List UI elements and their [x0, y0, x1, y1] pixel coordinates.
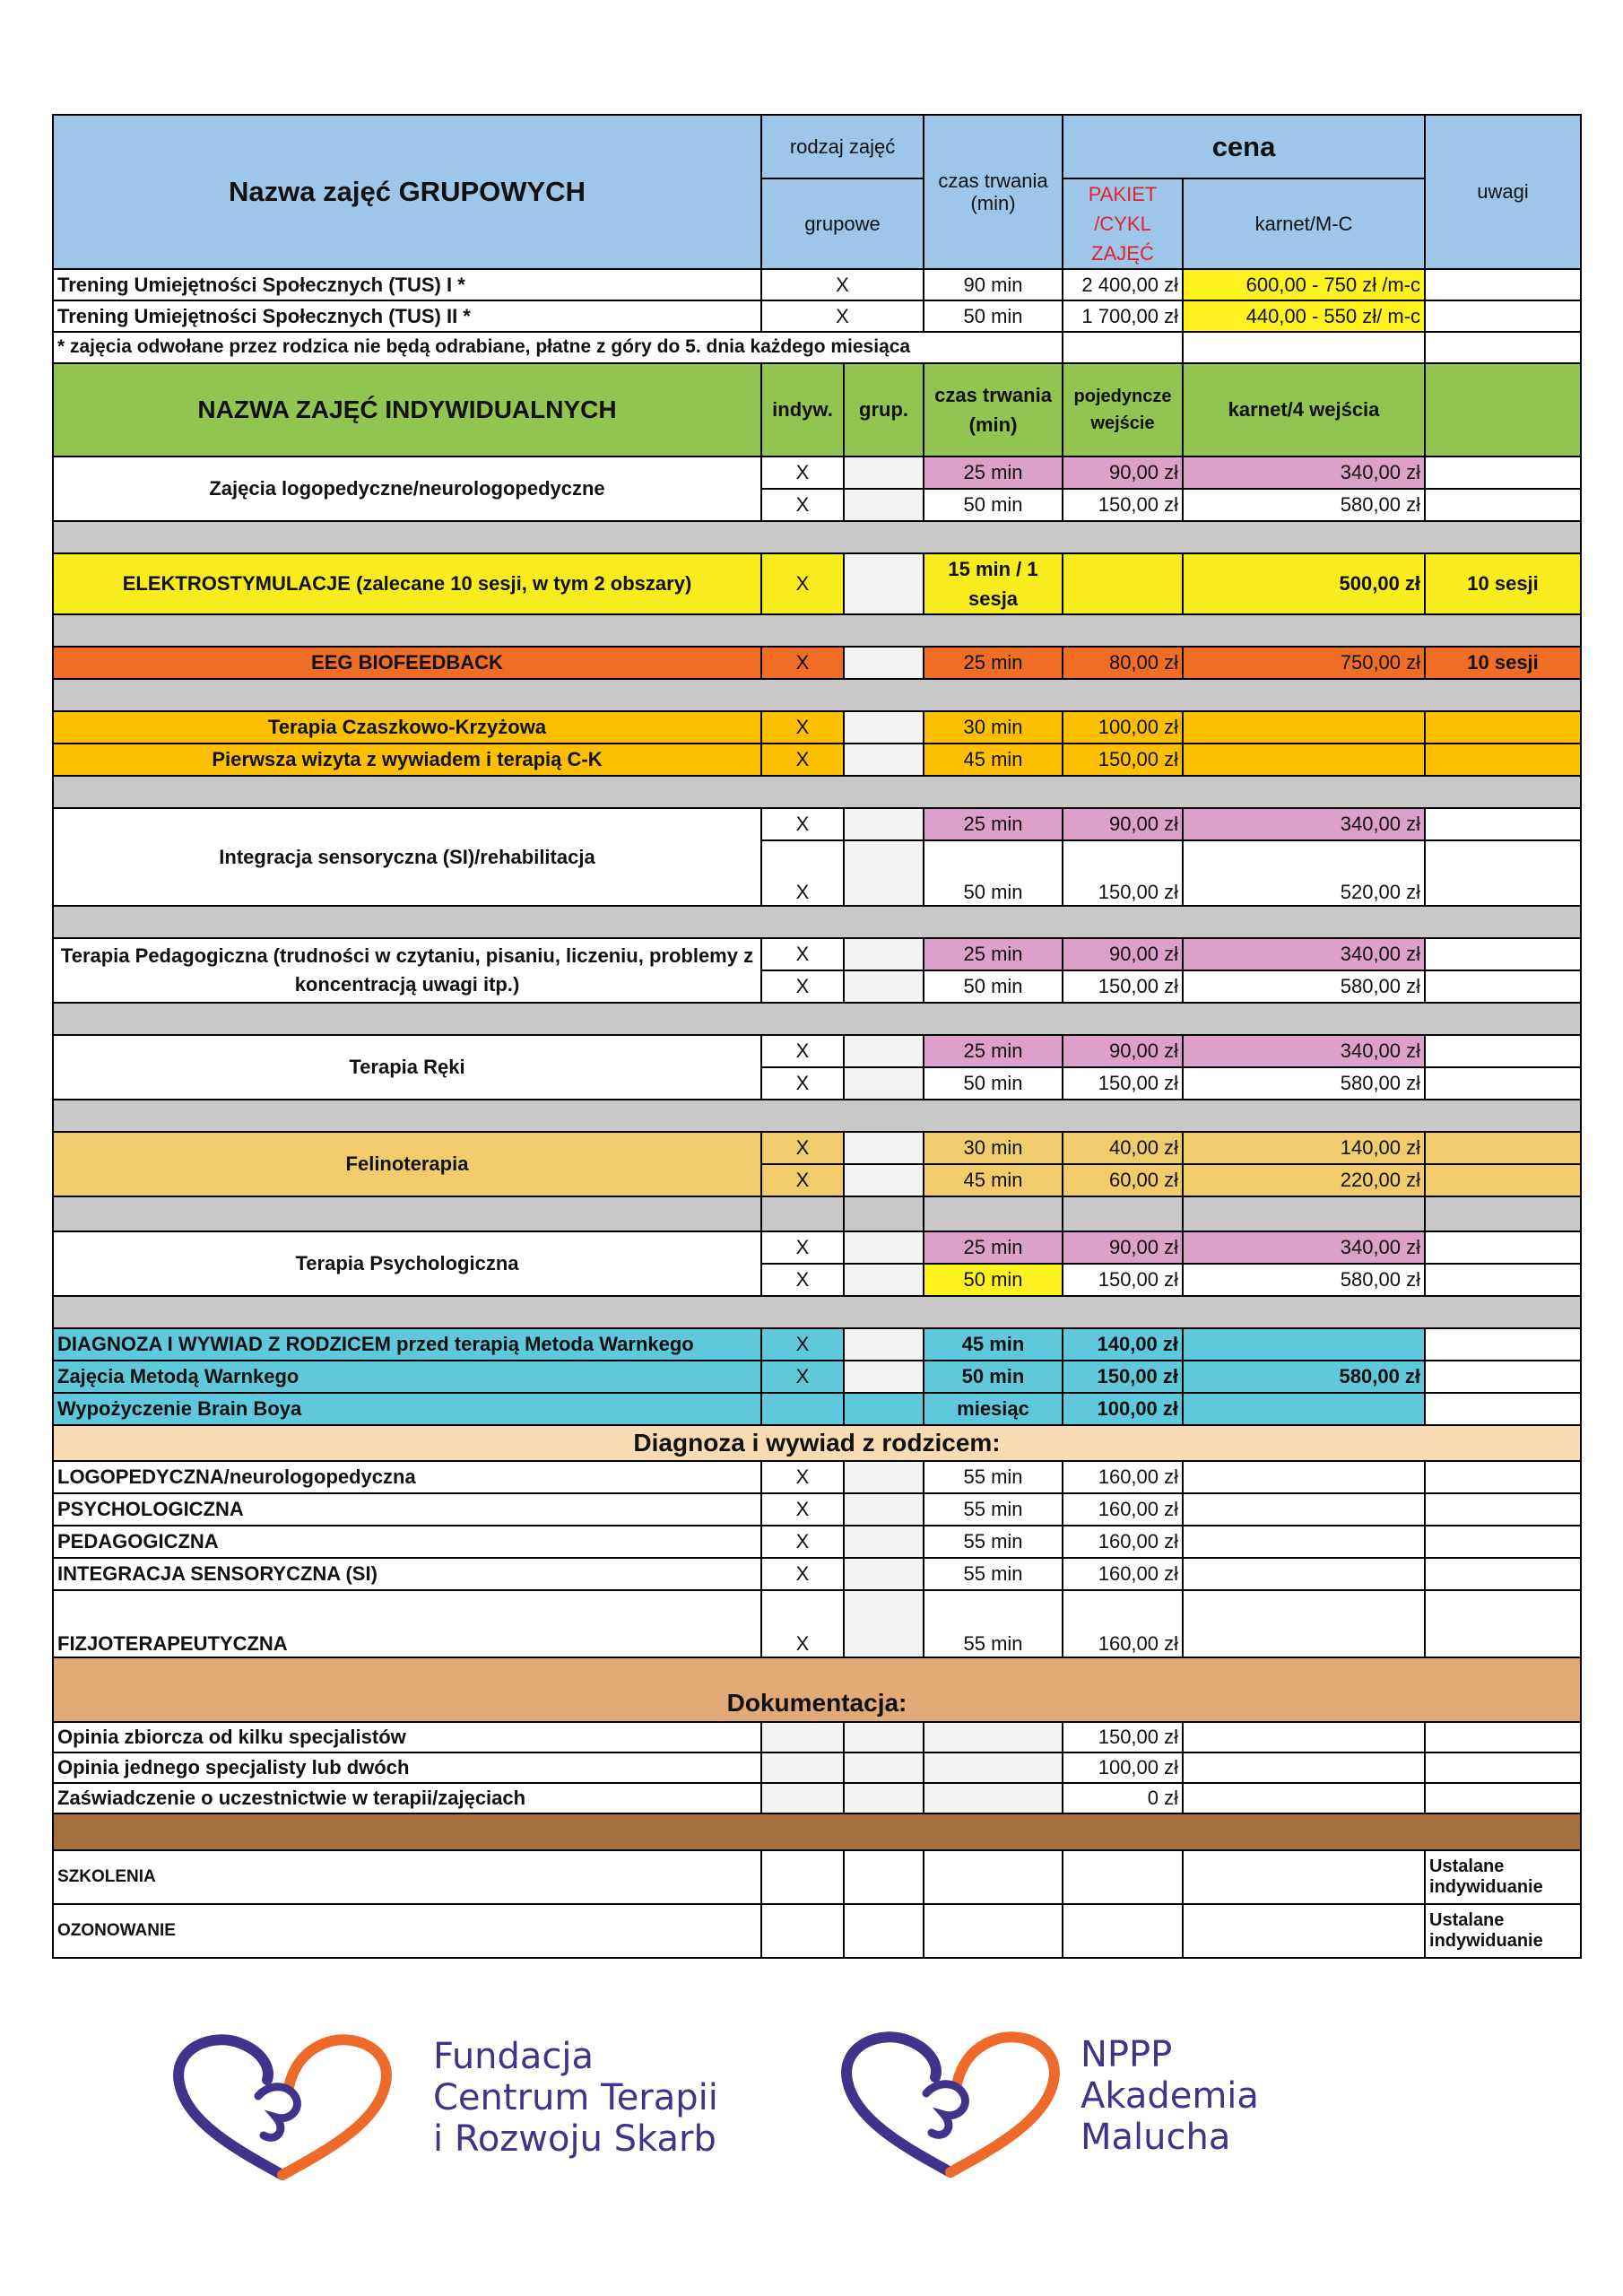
- separator: [53, 1003, 1581, 1035]
- price-table: [52, 114, 1582, 1959]
- row-pakiet: 2 400,00 zł: [1063, 269, 1183, 300]
- row-price: 150,00 zł: [1063, 744, 1183, 776]
- row-karnet: 750,00 zł: [1183, 647, 1425, 679]
- row-karnet: 580,00 zł: [1183, 1264, 1425, 1296]
- dokumentacja-title: Dokumentacja:: [53, 1657, 1581, 1722]
- row-uwagi: 10 sesji: [1425, 647, 1581, 679]
- row-time: 50 min: [924, 970, 1063, 1003]
- row-karnet: [1183, 1328, 1425, 1361]
- logo-line: i Rozwoju Skarb: [433, 2118, 716, 2160]
- row-time: 55 min: [924, 1493, 1063, 1526]
- diag-row-name: INTEGRACJA SENSORYCZNA (SI): [53, 1558, 761, 1590]
- row-price: 80,00 zł: [1063, 647, 1183, 679]
- table-row: [53, 300, 1581, 332]
- row-time: 25 min: [924, 808, 1063, 840]
- row-karnet: 340,00 zł: [1183, 808, 1425, 840]
- table-row: [53, 269, 1581, 300]
- dok-row-name: Zaświadczenie o uczestnictwie w terapii/zajęciach: [53, 1783, 761, 1813]
- row-mark: X: [761, 457, 844, 489]
- row-time: 25 min: [924, 938, 1063, 970]
- warnke-name: Zajęcia Metodą Warnkego: [53, 1361, 761, 1393]
- row-pakiet: 1 700,00 zł: [1063, 300, 1183, 332]
- row-mark: X: [761, 1035, 844, 1067]
- row-mark: X: [761, 808, 844, 840]
- logo-text-akademia: [1081, 2034, 1259, 2158]
- row-mark: X: [761, 553, 844, 614]
- uwagi-header: uwagi: [1425, 115, 1581, 269]
- row-price: 90,00 zł: [1063, 1035, 1183, 1067]
- dok-row-name: Opinia jednego specjalisty lub dwóch: [53, 1752, 761, 1783]
- indyw-header: indyw.: [761, 363, 844, 457]
- logo-line: Fundacja: [433, 2036, 595, 2077]
- eeg-name: EEG BIOFEEDBACK: [53, 647, 761, 679]
- pojedyncze-header: pojedyncze wejście: [1063, 363, 1183, 457]
- row-karnet: 340,00 zł: [1183, 938, 1425, 970]
- row-price: 100,00 zł: [1063, 1393, 1183, 1425]
- brainboy-name: Wypożyczenie Brain Boya: [53, 1393, 761, 1425]
- karnet-mc-header: karnet/M-C: [1183, 178, 1425, 269]
- logo-text-fundacja: [433, 2036, 718, 2160]
- separator: [53, 776, 1581, 808]
- row-price: 90,00 zł: [1063, 808, 1183, 840]
- row-time: 50 min: [924, 1264, 1063, 1296]
- row-time: 15 min / 1 sesja: [924, 553, 1063, 614]
- row-time: 45 min: [924, 744, 1063, 776]
- diag-row-name: LOGOPEDYCZNA/neurologopedyczna: [53, 1461, 761, 1493]
- row-karnet: 500,00 zł: [1183, 553, 1425, 614]
- row-time: 55 min: [924, 1461, 1063, 1493]
- row-time: 45 min: [924, 1164, 1063, 1196]
- logo-name: Zajęcia logopedyczne/neurologopedyczne: [53, 457, 761, 521]
- elektro-name: ELEKTROSTYMULACJE (zalecane 10 sesji, w tym 2 obszary): [53, 553, 761, 614]
- separator: [53, 906, 1581, 938]
- diag-row-name: FIZJOTERAPEUTYCZNA: [53, 1590, 761, 1657]
- row-time: 50 min: [924, 1361, 1063, 1393]
- logo-line: NPPP: [1081, 2034, 1173, 2075]
- cena-header: cena: [1063, 115, 1425, 178]
- ind-title-header: NAZWA ZAJĘĆ INDYWIDUALNYCH: [53, 363, 761, 457]
- row-price: 60,00 zł: [1063, 1164, 1183, 1196]
- row-price: 100,00 zł: [1063, 1752, 1183, 1783]
- row-price: 160,00 zł: [1063, 1590, 1183, 1657]
- row-mark: X: [761, 1526, 844, 1558]
- row-price: 150,00 zł: [1063, 1361, 1183, 1393]
- row-price: 160,00 zł: [1063, 1461, 1183, 1493]
- logo-line: Akademia: [1081, 2075, 1259, 2117]
- row-mark: X: [761, 300, 924, 332]
- row-price: 160,00 zł: [1063, 1526, 1183, 1558]
- pedag-name: Terapia Pedagogiczna (trudności w czytaniu, pisaniu, liczeniu, problemy z koncentracją uwagi itp.): [53, 938, 761, 1003]
- row-time: 50 min: [924, 1067, 1063, 1100]
- row-name: Trening Umiejętności Społecznych (TUS) I *: [53, 269, 761, 300]
- psych-name: Terapia Psychologiczna: [53, 1231, 761, 1296]
- row-time: 30 min: [924, 711, 1063, 744]
- row-price: 90,00 zł: [1063, 938, 1183, 970]
- row-price: 150,00 zł: [1063, 970, 1183, 1003]
- si-name: Integracja sensoryczna (SI)/rehabilitacja: [53, 808, 761, 906]
- row-price: 150,00 zł: [1063, 840, 1183, 906]
- diag-row-name: PEDAGOGICZNA: [53, 1526, 761, 1558]
- pakiet-header: PAKIET /CYKL ZAJĘĆ: [1063, 178, 1183, 269]
- ozonowanie-name: OZONOWANIE: [53, 1904, 761, 1958]
- separator: [53, 679, 1581, 711]
- czas-header: czas trwania (min): [924, 115, 1063, 269]
- row-karnet: 340,00 zł: [1183, 1231, 1425, 1264]
- row-mark: X: [761, 840, 844, 906]
- logo-line: Malucha: [1081, 2117, 1231, 2158]
- row-price: 140,00 zł: [1063, 1328, 1183, 1361]
- row-price: 100,00 zł: [1063, 711, 1183, 744]
- row-mark: X: [761, 744, 844, 776]
- row-uwagi: Ustalane indywiduanie: [1425, 1850, 1581, 1904]
- karnet4-header: karnet/4 wejścia: [1183, 363, 1425, 457]
- reki-name: Terapia Ręki: [53, 1035, 761, 1100]
- row-time: 55 min: [924, 1526, 1063, 1558]
- group-note: * zajęcia odwołane przez rodzica nie będą odrabiane, płatne z góry do 5. dnia każdego miesiąca: [53, 332, 1063, 363]
- row-time: 25 min: [924, 1035, 1063, 1067]
- row-karnet: 520,00 zł: [1183, 840, 1425, 906]
- row-karnet: 580,00 zł: [1183, 1361, 1425, 1393]
- czaszk-name: Terapia Czaszkowo-Krzyżowa: [53, 711, 761, 744]
- diagnoza-title: Diagnoza i wywiad z rodzicem:: [53, 1425, 1581, 1461]
- row-price: 160,00 zł: [1063, 1493, 1183, 1526]
- row-mark: X: [761, 1590, 844, 1657]
- row-karnet: 600,00 - 750 zł /m-c: [1183, 269, 1425, 300]
- row-mark: X: [761, 1328, 844, 1361]
- row-price: 0 zł: [1063, 1783, 1183, 1813]
- separator: [53, 521, 1581, 553]
- row-time: 50 min: [924, 300, 1063, 332]
- row-price: 40,00 zł: [1063, 1132, 1183, 1164]
- row-time: 50 min: [924, 489, 1063, 521]
- grup-header: grup.: [844, 363, 924, 457]
- row-mark: X: [761, 970, 844, 1003]
- row-karnet: 580,00 zł: [1183, 1067, 1425, 1100]
- row-mark: X: [761, 269, 924, 300]
- row-mark: X: [761, 647, 844, 679]
- grupowe-header: grupowe: [761, 178, 924, 269]
- separator: [53, 1296, 1581, 1328]
- row-time: 25 min: [924, 1231, 1063, 1264]
- separator: [53, 1813, 1581, 1850]
- group-title-header: Nazwa zajęć GRUPOWYCH: [53, 115, 761, 269]
- row-karnet: 340,00 zł: [1183, 1035, 1425, 1067]
- row-price: 150,00 zł: [1063, 1067, 1183, 1100]
- logo-line: Centrum Terapii: [433, 2077, 718, 2118]
- rodzaj-header: rodzaj zajęć: [761, 115, 924, 178]
- szkolenia-name: SZKOLENIA: [53, 1850, 761, 1904]
- row-mark: X: [761, 1132, 844, 1164]
- row-mark: X: [761, 489, 844, 521]
- row-time: 55 min: [924, 1590, 1063, 1657]
- row-karnet: 340,00 zł: [1183, 457, 1425, 489]
- row-price: 150,00 zł: [1063, 1722, 1183, 1752]
- row-uwagi: Ustalane indywiduanie: [1425, 1904, 1581, 1958]
- separator: [53, 1100, 1581, 1132]
- czas-ind-header: czas trwania (min): [924, 363, 1063, 457]
- row-mark: X: [761, 1264, 844, 1296]
- feli-name: Felinoterapia: [53, 1132, 761, 1196]
- row-time: 45 min: [924, 1328, 1063, 1361]
- row-price: 90,00 zł: [1063, 457, 1183, 489]
- heart-logo-icon: [838, 2029, 1063, 2181]
- row-time: miesiąc: [924, 1393, 1063, 1425]
- row-price: 150,00 zł: [1063, 489, 1183, 521]
- row-price: 90,00 zł: [1063, 1231, 1183, 1264]
- row-price: 160,00 zł: [1063, 1558, 1183, 1590]
- row-mark: X: [761, 1558, 844, 1590]
- row-uwagi: 10 sesji: [1425, 553, 1581, 614]
- warnke-diag-name: DIAGNOZA I WYWIAD Z RODZICEM przed terapią Metoda Warnkego: [53, 1328, 761, 1361]
- czaszk-first-name: Pierwsza wizyta z wywiadem i terapią C-K: [53, 744, 761, 776]
- row-karnet: 580,00 zł: [1183, 970, 1425, 1003]
- heart-logo-icon: [170, 2031, 395, 2184]
- row-mark: X: [761, 1164, 844, 1196]
- row-mark: X: [761, 1361, 844, 1393]
- row-time: 55 min: [924, 1558, 1063, 1590]
- row-mark: X: [761, 1493, 844, 1526]
- row-price: 150,00 zł: [1063, 1264, 1183, 1296]
- row-mark: [761, 1393, 844, 1425]
- row-time: 90 min: [924, 269, 1063, 300]
- separator: [53, 614, 1581, 647]
- dok-row-name: Opinia zbiorcza od kilku specjalistów: [53, 1722, 761, 1752]
- row-mark: X: [761, 938, 844, 970]
- row-karnet: 440,00 - 550 zł/ m-c: [1183, 300, 1425, 332]
- row-time: 25 min: [924, 457, 1063, 489]
- row-time: 50 min: [924, 840, 1063, 906]
- row-mark: X: [761, 1231, 844, 1264]
- row-karnet: 580,00 zł: [1183, 489, 1425, 521]
- row-time: 30 min: [924, 1132, 1063, 1164]
- row-karnet: 220,00 zł: [1183, 1164, 1425, 1196]
- row-mark: X: [761, 711, 844, 744]
- row-mark: X: [761, 1461, 844, 1493]
- row-name: Trening Umiejętności Społecznych (TUS) II *: [53, 300, 761, 332]
- row-mark: X: [761, 1067, 844, 1100]
- row-karnet: 140,00 zł: [1183, 1132, 1425, 1164]
- row-karnet: [1183, 1393, 1425, 1425]
- diag-row-name: PSYCHOLOGICZNA: [53, 1493, 761, 1526]
- row-time: 25 min: [924, 647, 1063, 679]
